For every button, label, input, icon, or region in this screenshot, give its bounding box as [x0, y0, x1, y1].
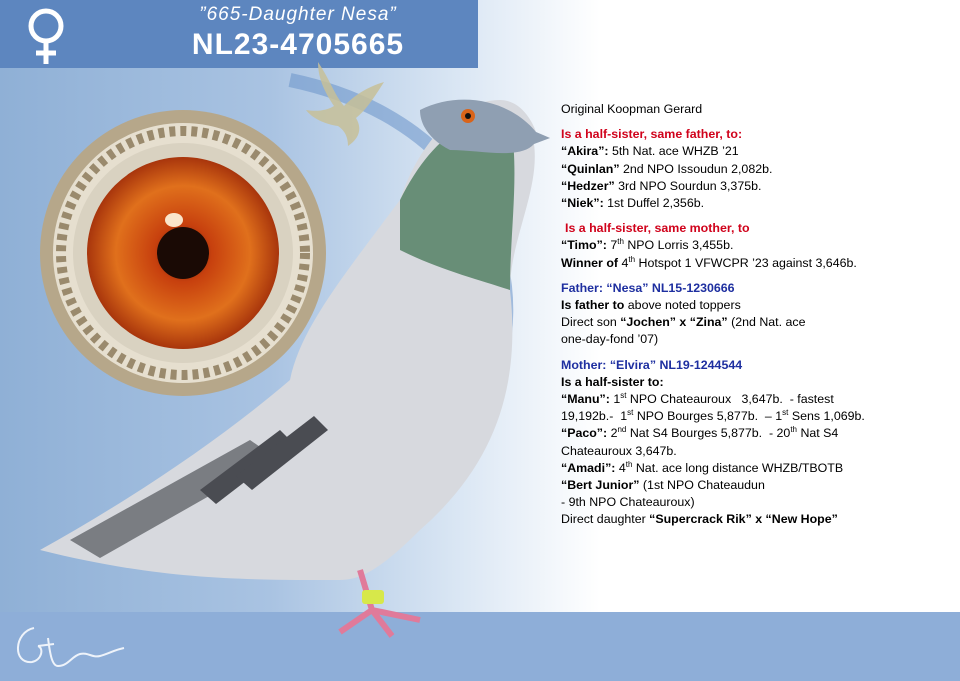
pigeon-title: ”665-Daughter Nesa” [199, 4, 397, 25]
sibling-item: “Niek”: 1st Duffel 2,356b. [561, 196, 705, 211]
sibling-item: “Timo”: 7th NPO Lorris 3,455b. [561, 237, 734, 253]
direct-daughter-line: Direct daughter “Supercrack Rik” x “New Hope” [561, 512, 838, 527]
mother-side-heading: Is a half-sister, same mother, to [565, 221, 750, 236]
father-side-heading: Is a half-sister, same father, to: [561, 127, 743, 142]
father-line: Is father to above noted toppers [561, 298, 741, 313]
sibling-item: 19,192b.- 1st NPO Bourges 5,877b. – 1st Sens 1,069b. [561, 408, 865, 424]
pigeon-body-image [40, 80, 560, 640]
ring-number: NL23-4705665 [191, 28, 405, 61]
winner-line: Winner of 4th Hotspot 1 VFWCPR ’23 against 3,646b. [561, 254, 857, 270]
father-heading: Father: “Nesa” NL15-1230666 [561, 280, 735, 295]
breeder-line: Original Koopman Gerard [561, 102, 703, 116]
koopman-signature-logo [8, 614, 128, 678]
sibling-item: “Quinlan” 2nd NPO Issoudun 2,082b. [561, 161, 773, 176]
female-symbol-icon [14, 4, 78, 66]
sibling-item: “Amadi”: 4th Nat. ace long distance WHZB/TBOTB [561, 459, 844, 475]
sibling-item: - 9th NPO Chateauroux) [561, 495, 695, 510]
mother-subheading: Is a half-sister to: [561, 374, 664, 389]
sibling-item: “Paco”: 2nd Nat S4 Bourges 5,877b. - 20th Nat S4 [561, 425, 839, 441]
pedigree-info [561, 101, 951, 529]
sibling-item: “Hedzer” 3rd NPO Sourdun 3,375b. [561, 178, 762, 193]
father-line: one-day-fond ’07) [561, 332, 659, 347]
sibling-item: Chateauroux 3,647b. [561, 443, 677, 458]
sibling-item: “Bert Junior” (1st NPO Chateaudun [561, 478, 765, 493]
father-line: Direct son “Jochen” x “Zina” (2nd Nat. ace [561, 315, 806, 330]
mother-heading: Mother: “Elvira” NL19-1244544 [561, 357, 743, 372]
sibling-item: “Manu”: 1st NPO Chateauroux 3,647b. - fastest [561, 390, 834, 407]
sibling-item: “Akira”: 5th Nat. ace WHZB ’21 [561, 144, 739, 159]
